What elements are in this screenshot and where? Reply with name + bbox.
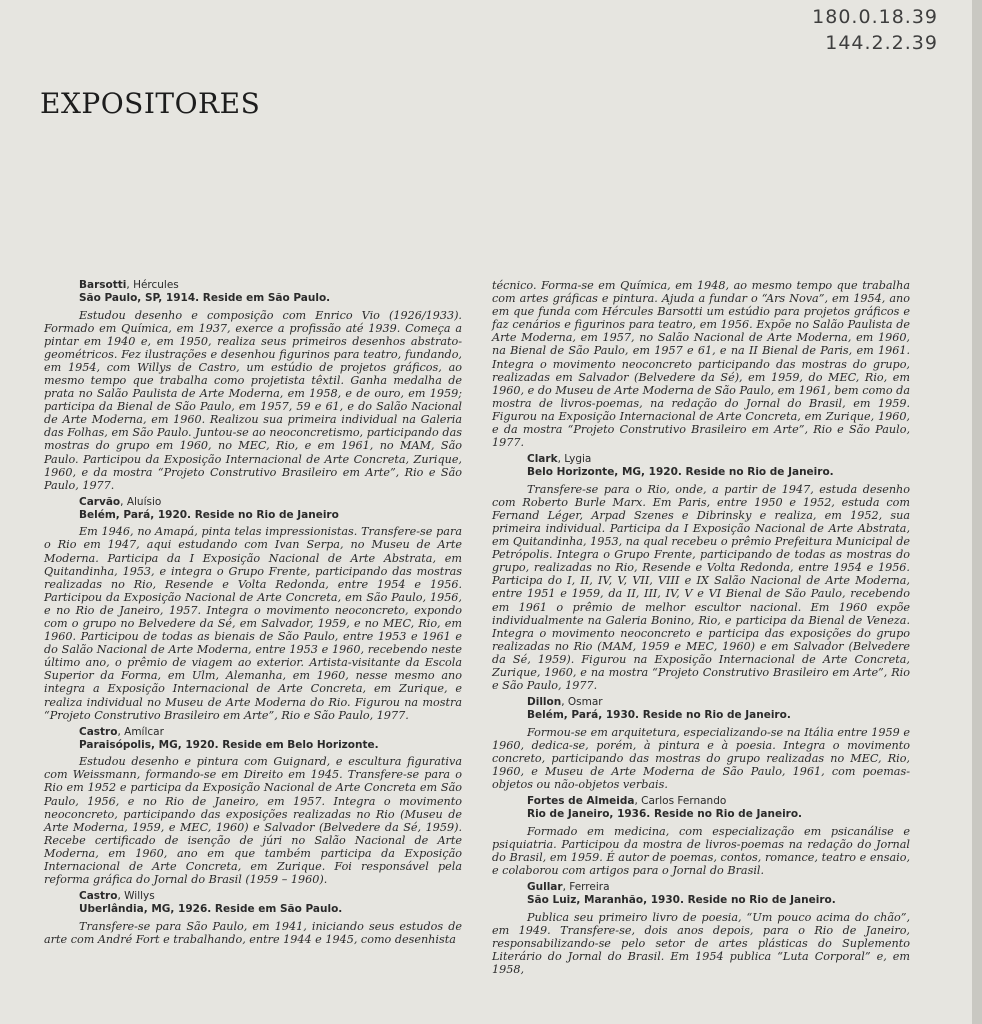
artist-name: Barsotti, Hércules (79, 279, 179, 291)
artist-origin: Belém, Pará, 1930. Reside no Rio de Janeiro. (527, 709, 791, 722)
artist-given-name: Aluísio (126, 495, 162, 508)
continued-bio: técnico. Forma-se em Química, em 1948, ao mesmo tempo que trabalha com artes gráficas e pintura. Ajuda a fundar o “Ars Nova”, em 1954, ano em que funda com Hércules Barsotti um estúdio para projetos gráficos e faz cenários e figurinos para teatro, em 1956. Expõe no Salão Paulista de Arte Moderna, em 1957, no Salão Nacional de Arte Moderna, em 1960, na Bienal de São Paulo, em 1957 e 61, e na II Bienal de Paris, em 1961. Integra o movimento neoconcreto participando das mostras do grupo, realizadas em Salvador (Belvedere da Sé), em 1959, do MEC, Rio, em 1960, e do Museu de Arte Moderna de São Paulo, em 1961, bem como da mostra de livros-poemas, na redação do Jornal do Brasil, em 1959. Figurou na Exposição Internacional de Arte Concreta, em Zurique, 1960, e da mostra “Projeto Construtivo Brasileiro em Arte”, Rio e São Paulo, 1977. (492, 279, 910, 450)
artist-surname: Carvão (79, 495, 121, 508)
artist-bio: Formado em medicina, com especialização em psicanálise e psiquiatria. Participou da mostra de livros-poemas na redação do Jornal do Brasil, em 1959. É autor de poemas, contos, romance, teatro e ensaio, e colaborou com artigos para o Jornal do Brasil. (492, 824, 910, 877)
artist-bio: Publica seu primeiro livro de poesia, “Um pouco acima do chão”, em 1949. Transfere-se, dois anos depois, para o Rio de Janeiro, responsabilizando-se pelo setor de artes plásticas do Suplemento Literário do Jornal do Brasil. Em 1954 publica “Luta Corporal” e, em 1958, (492, 910, 910, 976)
artist-bio: Formou-se em arquitetura, especializando-se na Itália entre 1959 e 1960, dedica-se, porém, à pintura e à poesia. Integra o movimento concreto, participando das mostras do grupo realizadas no MEC, Rio, 1960, e Museu de Arte Moderna de São Paulo, 1961, com poemas-objetos ou não-objetos verbais. (492, 725, 910, 792)
artist-surname: Barsotti (79, 279, 127, 291)
artist-entry (44, 726, 462, 886)
artist-surname: Gullar (527, 881, 563, 894)
artist-origin: Belém, Pará, 1920. Reside no Rio de Janeiro (79, 508, 339, 521)
right-column (492, 279, 910, 980)
artist-entry (44, 279, 462, 492)
annotation-line-2: 144.2.2.39 (825, 32, 938, 54)
artist-given-name: Amílcar (124, 725, 164, 738)
artist-bio: Transfere-se para São Paulo, em 1941, iniciando seus estudos de arte com André Fort e trabalhando, entre 1944 e 1945, como desenhista (44, 919, 462, 946)
artist-origin: Belo Horizonte, MG, 1920. Reside no Rio de Janeiro. (527, 466, 834, 479)
page-edge (972, 0, 982, 1024)
artist-bio: Em 1946, no Amapá, pinta telas impressionistas. Transfere-se para o Rio em 1947, aqui estudando com Ivan Serpa, no Museu de Arte Moderna. Participa da I Exposição Nacional de Arte Abstrata, em Quitandinha, 1953, e integra o Grupo Frente, participando das mostras realizadas no Rio, Resende e Volta Redonda, entre 1954 e 1956. Participou da Exposição Nacional de Arte Concreta, em São Paulo, 1956, e no Rio de Janeiro, 1957. Integra o movimento neoconcreto, expondo com o grupo no Belvedere da Sé, em Salvador, 1959, e no MEC, Rio, em 1960. Participou de todas as bienais de São Paulo, entre 1953 e 1961 e do Salão Nacional de Arte Moderna, entre 1953 e 1960, recebendo neste último ano, o prêmio de viagem ao exterior. Artista-visitante da Escola Superior da Forma, em Ulm, Alemanha, em 1960, nesse mesmo ano integra a Exposição Internacional de Arte Concreta, em Zurique, e realiza individual no Museu de Arte Moderna do Rio. Figurou na mostra “Projeto Construtivo Brasileiro em Arte”, Rio e São Paulo, 1977. (44, 525, 462, 722)
artist-entry (492, 795, 910, 877)
artist-name: Fortes de Almeida, Carlos Fernando (527, 795, 727, 808)
artist-name: Castro, Amílcar (79, 725, 164, 738)
artist-name: Castro, Willys (79, 890, 155, 903)
artist-surname: Fortes de Almeida (527, 795, 635, 808)
artist-entry (44, 496, 462, 722)
artist-name: Clark, Lygia (527, 453, 592, 466)
artist-bio: Estudou desenho e composição com Enrico Vio (1926/1933). Formado em Química, em 1937, exerce a profissão até 1939. Começa a pintar em 1940 e, em 1950, realiza seus primeiros desenhos abstrato-geométricos. Fez ilustrações e desenhou figurinos para teatro, fundando, em 1954, com Willys de Castro, um estúdio de projetos gráficos, ao mesmo tempo que trabalha como projetista têxtil. Ganha medalha de prata no Salão Paulista de Arte Moderna, em 1958, e de ouro, em 1959; participa da Bienal de São Paulo, em 1957, 59 e 61, e do Salão Nacional de Arte Moderna, em 1960. Realizou sua primeira individual na Galeria das Folhas, em São Paulo. Juntou-se ao neoconcretismo, participando das mostras do grupo em 1960, no MEC, Rio, e em 1961, no MAM, São Paulo. Participou da Exposição Internacional de Arte Concreta, Zurique, 1960, e da mostra “Projeto Construtivo Brasileiro em Arte”, Rio e São Paulo, 1977. (44, 308, 462, 492)
page-title: EXPOSITORES (40, 87, 261, 120)
left-column (44, 279, 462, 950)
artist-origin: São Paulo, SP, 1914. Reside em São Paulo. (79, 292, 331, 304)
artist-given-name: Hércules (133, 279, 179, 291)
artist-name: Carvão, Aluísio (79, 495, 162, 508)
artist-entry (492, 696, 910, 791)
artist-entry (44, 890, 462, 946)
artist-origin: São Luiz, Maranhão, 1930. Reside no Rio de Janeiro. (527, 894, 836, 907)
artist-given-name: Ferreira (569, 881, 610, 894)
artist-bio: Transfere-se para o Rio, onde, a partir de 1947, estuda desenho com Roberto Burle Marx. Em Paris, entre 1950 e 1952, estuda com Fernand Léger, Arpad Szenes e Dibrinsky e realiza, em 1952, sua primeira individual. Participa da I Exposição Nacional de Arte Abstrata, em Quitandinha, 1953, na qual recebeu o prêmio Prefeitura Municipal de Petrópolis. Integra o Grupo Frente, participando de todas as mostras do grupo, realizadas no Rio, Resende e Volta Redonda, entre 1954 e 1956. Participa do I, II, IV, V, VII, VIII e IX Salão Nacional de Arte Moderna, entre 1951 e 1959, da II, III, IV, V e VI Bienal de São Paulo, recebendo em 1961 o prêmio de melhor escultor nacional. Em 1960 expõe individualmente na Galeria Bonino, Rio, e participa da Bienal de Veneza. Integra o movimento neoconcreto e participa das exposições do grupo realizadas no Rio (MAM, 1959 e MEC, 1960) e em Salvador (Belvedere da Sé, 1959). Figurou na Exposição Internacional de Arte Concreta, Zurique, 1960, e na mostra “Projeto Construtivo Brasileiro em Arte”, Rio e São Paulo, 1977. (492, 482, 910, 693)
artist-given-name: Lygia (564, 453, 592, 466)
artist-surname: Clark (527, 453, 558, 466)
artist-entry (492, 453, 910, 692)
artist-bio: Estudou desenho e pintura com Guignard, e escultura figurativa com Weissmann, formando-se em Direito em 1945. Transfere-se para o Rio em 1952 e participa da Exposição Nacional de Arte Concreta em São Paulo, 1956, e no Rio de Janeiro, em 1957. Integra o movimento neoconcreto, participando das exposições realizadas no Rio (Museu de Arte Moderna, 1959, e MEC, 1960) e Salvador (Belvedere da Sé, 1959). Recebe certificado de isenção de júri no Salão Nacional de Arte Moderna, em 1960, ano em que também participa da Exposição Internacional de Arte Concreta, em Zurique. Foi responsável pela reforma gráfica do Jornal do Brasil (1959 – 1960). (44, 755, 462, 887)
artist-given-name: Carlos Fernando (641, 795, 727, 808)
artist-origin: Rio de Janeiro, 1936. Reside no Rio de Janeiro. (527, 808, 803, 821)
annotation-line-1: 180.0.18.39 (812, 6, 938, 28)
artist-given-name: Willys (124, 890, 155, 903)
artist-surname: Castro (79, 725, 118, 738)
artist-name: Dillon, Osmar (527, 696, 603, 709)
artist-surname: Dillon (527, 696, 562, 709)
artist-surname: Castro (79, 890, 118, 903)
artist-origin: Paraisópolis, MG, 1920. Reside em Belo Horizonte. (79, 738, 379, 751)
artist-entry (492, 881, 910, 976)
artist-given-name: Osmar (567, 696, 603, 709)
handwritten-annotation (812, 4, 938, 56)
artist-origin: Uberlândia, MG, 1926. Reside em São Paulo. (79, 903, 343, 916)
artist-name: Gullar, Ferreira (527, 881, 610, 894)
